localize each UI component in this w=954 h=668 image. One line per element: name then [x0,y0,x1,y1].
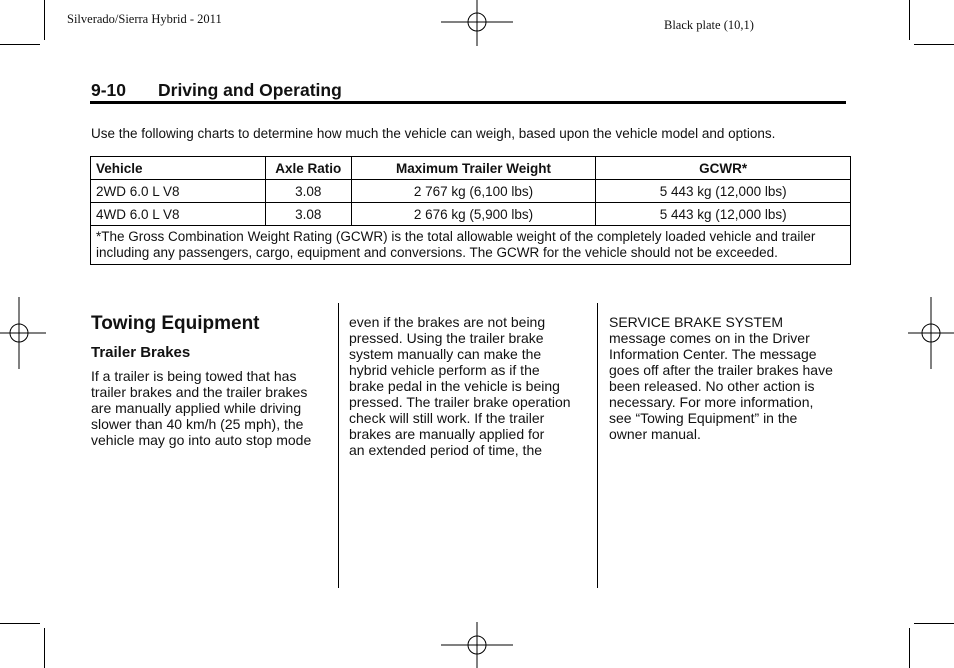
table-cell: 3.08 [265,180,351,203]
table-cell: 5 443 kg (12,000 lbs) [596,203,851,226]
registration-mark-left-icon [0,297,46,369]
crop-mark-top-right-v [909,0,910,40]
plate-title: Silverado/Sierra Hybrid - 2011 [67,12,222,26]
page-number: 9-10 [91,80,127,100]
table-row [91,203,851,226]
table-header-cell: Vehicle [91,157,266,180]
header-rule [90,101,846,104]
text-line: vehicle may go into auto stop mode [91,432,312,448]
table-header-cell: Axle Ratio [265,157,351,180]
text-line: Information Center. The message [609,346,817,362]
text-line: see “Towing Equipment” in the [609,410,798,426]
subsection-heading: Trailer Brakes [91,344,191,361]
table-cell: 2 767 kg (6,100 lbs) [351,180,596,203]
plate-number: Black plate (10,1) [664,18,754,32]
table-cell: 2 676 kg (5,900 lbs) [351,203,596,226]
text-line: are manually applied while driving [91,400,302,416]
text-line: an extended period of time, the [349,442,543,458]
crop-mark-top-left-h [0,44,40,45]
text-line: hybrid vehicle perform as if the [349,362,540,378]
section-heading: Towing Equipment [91,313,260,334]
table-header-cell: GCWR* [596,157,851,180]
table-footnote: *The Gross Combination Weight Rating (GCWR) is the total allowable weight of the completely loaded vehicle and trailer including any passengers, cargo, equipment and conversions. The GCWR for the vehicle should not be exceeded. [91,226,851,265]
text-line: If a trailer is being towed that has [91,368,297,384]
table-header-cell: Maximum Trailer Weight [351,157,596,180]
intro-text: Use the following charts to determine how much the vehicle can weigh, based upon the vehicle model and options. [91,126,776,141]
text-column-1 [91,314,331,448]
crop-mark-bottom-left-h [0,623,40,624]
crop-mark-bottom-right-h [914,623,954,624]
table-cell: 4WD 6.0 L V8 [91,203,266,226]
text-line: been released. No other action is [609,378,815,394]
text-line: brakes are manually applied for [349,426,545,442]
text-line: trailer brakes and the trailer brakes [91,384,308,400]
section-title: Driving and Operating [158,80,342,100]
crop-mark-top-right-h [914,44,954,45]
registration-mark-right-icon [908,297,954,369]
crop-mark-bottom-right-v [909,628,910,668]
text-line: even if the brakes are not being [349,314,546,330]
table-cell: 3.08 [265,203,351,226]
text-line: SERVICE BRAKE SYSTEM [609,314,784,330]
text-line: message comes on in the Driver [609,330,810,346]
text-line: brake pedal in the vehicle is being [349,378,560,394]
table-header-row [91,157,851,180]
text-line: goes off after the trailer brakes have [609,362,833,378]
text-line: pressed. The trailer brake operation [349,394,571,410]
column-divider [597,303,598,588]
crop-mark-top-left-v [44,0,45,40]
registration-mark-bottom-icon [441,622,513,668]
text-column-3 [609,314,853,442]
table-footnote-row [91,226,851,265]
table-cell: 5 443 kg (12,000 lbs) [596,180,851,203]
running-header [91,80,846,101]
text-line: pressed. Using the trailer brake [349,330,544,346]
text-line: owner manual. [609,426,701,442]
column-divider [338,303,339,588]
table-row [91,180,851,203]
text-column-2 [349,314,589,458]
text-line: necessary. For more information, [609,394,814,410]
trailer-weight-table [90,156,851,265]
registration-mark-top-icon [441,0,513,46]
table-cell: 2WD 6.0 L V8 [91,180,266,203]
text-line: system manually can make the [349,346,542,362]
crop-mark-bottom-left-v [44,628,45,668]
text-line: slower than 40 km/h (25 mph), the [91,416,304,432]
text-line: check will still work. If the trailer [349,410,545,426]
